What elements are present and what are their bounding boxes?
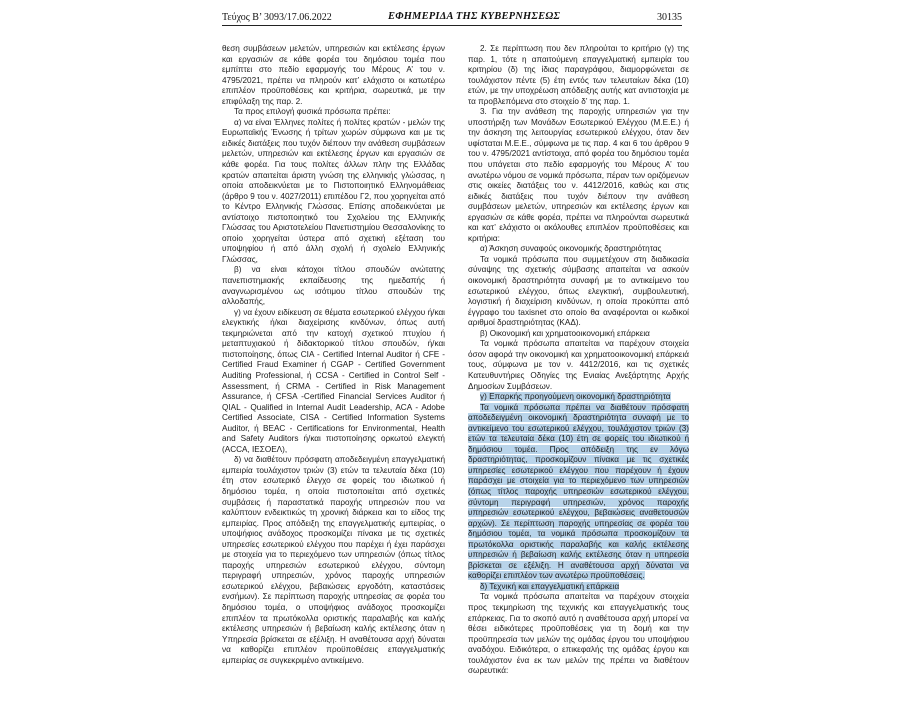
paragraph: Τα νομικά πρόσωπα που συμμετέχουν στη διαδικασία σύναψης της σχετικής σύμβασης απαιτείται να ασκούν οικονομική δραστηριότητα συναφή με το αντικείμενο του εσωτερικού ελέγχου, όπως ελεγκτική, συμβουλευτική, λογιστική ή διαχείριση κινδύνων, η οποία προκύπτει από έγγραφο του taxisnet στο οποίο θα αναφέρονται οι κωδικοί αριθμοί δραστηριότητας (ΚΑΔ).	[468, 254, 689, 328]
header-rule	[222, 25, 682, 26]
paragraph: β) Οικονομική και χρηματοοικονομική επάρκεια	[480, 328, 650, 338]
issue-number: Τεύχος Β’ 3093/17.06.2022	[222, 12, 332, 23]
paragraph: γ) να έχουν ειδίκευση σε θέματα εσωτερικού ελέγχου ή/και ελεγκτικής ή/και διαχείρισης κινδύνων, όπως αυτή τεκμηριώνεται από την κατοχή σχετικού πτυχίου ή μεταπτυχιακού ή διδακτορικού τίτλου σπουδών, ή/και πιστοποίησης, όπως CIA - Certified Internal Auditor ή CFE - Certified Fraud Examiner ή CGAP - Certified Government Auditing Professional, ή CCSA - Certified in Control Self - Assessment, ή CRMA - Certified in Risk Management Assurance, ή CFSA -Certified Financial Services Auditor ή QIAL - Qualified in Internal Audit Leadership, ACA - Adobe Certified Associate, CISA - Certified Information Systems Auditor, ή BEAC - Certifications for Environmental, Health and Safety Auditors ή/και πιστοποίησης ορκωτού ελεγκτή (ACCA, ΙΕΣΟΕΛ),	[222, 307, 445, 454]
paragraph: β) να είναι κάτοχοι τίτλου σπουδών ανώτατης πανεπιστημιακής εκπαίδευσης της ημεδαπής ή αναγνωρισμένου ως ισότιμου τίτλου σπουδών της αλλοδαπής,	[222, 265, 445, 307]
highlighted-text: γ) Επαρκής προηγούμενη οικονομική δραστηριότητα	[480, 392, 671, 402]
paragraph: α) Άσκηση συναφούς οικονομικής δραστηριότητας	[480, 244, 662, 254]
paragraph: Τα προς επιλογή φυσικά πρόσωπα πρέπει:	[234, 107, 391, 117]
paragraph: α) να είναι Έλληνες πολίτες ή πολίτες κρατών - μελών της Ευρωπαϊκής Ένωσης ή τρίτων χωρών σύμφωνα και με τις ειδικές διατάξεις που τυχόν διέπουν την ανάθεση συμβάσεων μελετών, υπηρεσιών και εκτέλεσης έργων και εργασιών σε κάθε φορέα. Για τους πολίτες άλλων πλην της Ελλάδας κρατών απαιτείται άριστη γνώση της ελληνικής γλώσσας, η οποία αποδεικνύεται με το Πιστοποιητικό Ελληνομάθειας (άρθρο 9 του ν. 4027/2011) επιπέδου Γ2, που χορηγείται από το Κέντρο Ελληνικής Γλώσσας. Επίσης αποδεικνύεται με αντίστοιχο πιστοποιητικό του Σχολείου της Ελληνικής Γλώσσας του Αριστοτελείου Πανεπιστημίου Θεσσαλονίκης το οποίο χορηγείται ύστερα από σχετική εξέταση του υποψηφίου ή από άλλη σχολή ή σχολείο Ελληνικής Γλώσσας,	[222, 117, 445, 264]
paragraph	[468, 392, 689, 403]
paragraph: θεση συμβάσεων μελετών, υπηρεσιών και εκτέλεσης έργων και εργασιών σε κάθε φορέα του δημόσιου τομέα που εμπίπτει στο πεδίο εφαρμογής του Μέρους Α’ του ν. 4795/2021, πρέπει να πληρούν κατ’ ελάχιστο οι κατωτέρω επιπλέον προϋποθέσεις και κριτήρια, σωρευτικά, με την επιφύλαξη της παρ. 2.	[222, 44, 445, 106]
paragraph: δ) να διαθέτουν πρόσφατη αποδεδειγμένη επαγγελματική εμπειρία τουλάχιστον τριών (3) ετών τα τελευταία δέκα (10) έτη στον εσωτερικό έλεγχο σε φορείς του ιδιωτικού ή δημόσιου τομέα, η οποία πιστοποιείται από σχετικές συμβάσεις ή παραστατικά παροχής υπηρεσιών που να καλύπτουν ενδεικτικώς τη χρονική διάρκεια και το είδος της εμπειρίας. Προς απόδειξη της επαγγελματικής εμπειρίας, ο υποψήφιος ανάδοχος προσκομίζει πίνακα με τις σχετικές υπηρεσίες εσωτερικού ελέγχου που παρέχει ή έχει παράσχει με στοιχεία για το περιεχόμενο των υπηρεσιών (όπως τίτλος παροχής υπηρεσιών εσωτερικού ελέγχου, σύντομη περιγραφή υπηρεσιών, χρόνος παροχής υπηρεσιών εσωτερικού ελέγχου, βεβαιώσεις εργοδότη, καταστάσεις ενσήμων). Σε περίπτωση παροχής υπηρεσίας σε φορέα του δημόσιου τομέα, ο υποψήφιος ανάδοχος προσκομίζει επιπλέον τα πρωτόκολλα οριστικής παραλαβής και καλής εκτέλεσης υπηρεσιών ή βεβαίωση καλής εκτέλεσης όταν η Υπηρεσία βρίσκεται σε εξέλιξη. Η αναθέτουσα αρχή δύναται να καθορίζει επιπλέον προϋποθέσεις επαγγελματικής εμπειρίας σε συγκεκριμένο αντικείμενο.	[222, 455, 445, 665]
left-column	[222, 44, 445, 666]
paragraph: Τα νομικά πρόσωπα απαιτείται να παρέχουν στοιχεία όσον αφορά την οικονομική και χρηματοοικονομική επάρκειά τους, σύμφωνα με τον ν. 4412/2016, και τις σχετικές Κατευθυντήριες Οδηγίες της Ενιαίας Ανεξάρτητης Αρχής Δημοσίων Συμβάσεων.	[468, 339, 689, 391]
page-number: 30135	[657, 12, 682, 23]
page-header	[222, 11, 682, 27]
right-column	[468, 44, 689, 677]
paragraph: 3. Για την ανάθεση της παροχής υπηρεσιών για την υποστήριξη των Μονάδων Εσωτερικού Ελέγχου (Μ.Ε.Ε.) ή την άσκηση της λειτουργίας εσωτερικού ελέγχου, όταν δεν υφίσταται Μ.Ε.Ε., σύμφωνα με τις παρ. 4 και 6 του άρθρου 9 του ν. 4795/2021 αντίστοιχα, από φορέα του δημόσιου τομέα που υπάγεται στο πεδίο εφαρμογής του Μέρους Α’ του ανωτέρω νόμου σε νομικά πρόσωπα, πέραν των οριζόμενων στις οικείες διατάξεις του ν. 4412/2016, καθώς και στις ειδικές διατάξεις που τυχόν διέπουν την ανάθεση συμβάσεων μελετών, υπηρεσιών και εκτέλεσης έργων και εργασιών σε κάθε φορέα, πρέπει να πληρούνται σωρευτικά και κατ’ ελάχιστο οι ακόλουθες επιπλέον προϋποθέσεις και κριτήρια:	[468, 107, 689, 243]
highlighted-text: Τα νομικά πρόσωπα πρέπει να διαθέτουν πρόσφατη αποδεδειγμένη οικονομική δραστηριότητα συναφή με το αντικείμενο του εσωτερικού ελέγχου, τουλάχιστον τριών (3) ετών τα τελευταία δέκα (10) έτη σε φορείς του ιδιωτικού ή δημόσιου τομέα. Προς απόδειξη της εν λόγω δραστηριότητας, προσκομίζουν πίνακα με τις σχετικές υπηρεσίες εσωτερικού ελέγχου που παρέχουν ή έχουν παράσχει με στοιχεία για το περιεχόμενο των υπηρεσιών (όπως τίτλος παροχής υπηρεσιών εσωτερικού ελέγχου, σύντομη περιγραφή υπηρεσιών, χρόνος παροχής υπηρεσιών εσωτερικού ελέγχου, βεβαιώσεις αναθετουσών αρχών). Σε περίπτωση παροχής υπηρεσίας σε φορέα του δημόσιου τομέα, τα νομικά πρόσωπα προσκομίζουν τα πρωτόκολλα οριστικής παραλαβής και καλής εκτέλεσης υπηρεσιών ή βεβαίωση καλής εκτέλεσης όταν η υπηρεσία βρίσκεται σε εξέλιξη. Η αναθέτουσα αρχή δύναται να καθορίζει επιπλέον των ανωτέρω προϋποθέσεις.	[468, 402, 689, 581]
paragraph	[468, 582, 689, 593]
gazette-title: ΕΦΗΜΕΡΙΔΑ ΤΗΣ ΚΥΒΕΡΝΗΣΕΩΣ	[388, 11, 561, 22]
highlighted-text: δ) Τεχνική και επαγγελματική επάρκεια	[480, 581, 620, 591]
paragraph: 2. Σε περίπτωση που δεν πληρούται το κριτήριο (γ) της παρ. 1, τότε η απαιτούμενη επαγγελματική εμπειρία του κριτηρίου (δ) της ίδιας παραγράφου, διαμορφώνεται σε τουλάχιστον πέντε (5) έτη εντός των τελευταίων δέκα (10) ετών, με την υποχρέωση απόδειξης αυτής κατ αντιστοιχία με τα προβλεπόμενα στο στοιχείο δ’ της παρ. 1.	[468, 44, 689, 106]
paragraph	[468, 403, 689, 582]
paragraph: Τα νομικά πρόσωπα απαιτείται να παρέχουν στοιχεία προς τεκμηρίωση της τεχνικής και επαγγελματικής τους επάρκειας. Για το σκοπό αυτό η αναθέτουσα αρχή μπορεί να θέσει ειδικότερες προϋποθέσεις για τη δομή και την προϋπηρεσία των μελών της ομάδας έργου του υποψήφιου αναδόχου. Ειδικότερα, ο επικεφαλής της ομάδας έργου και τουλάχιστον ένα εκ των μελών της πρέπει να διαθέτουν σωρευτικά:	[468, 592, 689, 676]
